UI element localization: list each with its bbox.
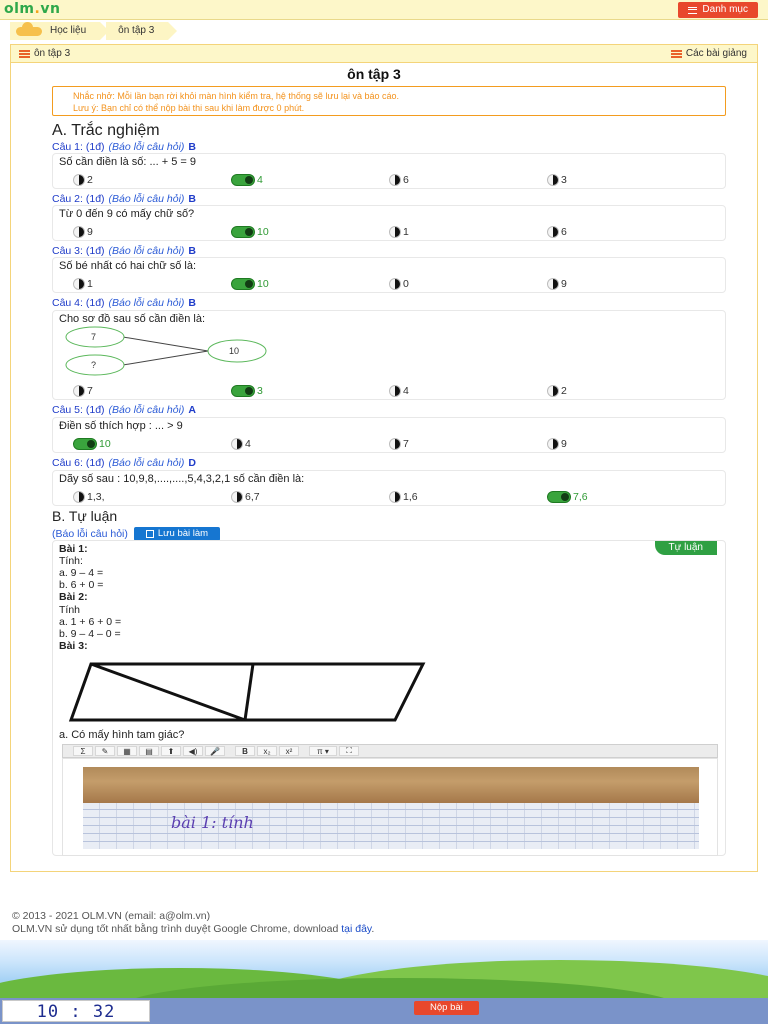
question-label: Câu 2: (1đ): [52, 193, 105, 205]
lessons-link-label: Các bài giảng: [685, 48, 747, 59]
option-label: 1: [403, 226, 409, 238]
question-box-4: [52, 310, 726, 400]
upload-icon[interactable]: ⬆: [161, 746, 181, 756]
radio-icon: [231, 438, 243, 450]
superscript-icon[interactable]: x²: [279, 746, 299, 756]
essay-question-a: a. Có mấy hình tam giác?: [59, 729, 185, 741]
panel-header: [11, 45, 757, 63]
report-error-link[interactable]: (Báo lỗi câu hỏi): [52, 528, 128, 540]
footer: [12, 910, 374, 936]
question-box-3: [52, 257, 726, 293]
answer-key: B: [188, 245, 196, 257]
option[interactable]: [547, 278, 567, 290]
option[interactable]: [547, 174, 567, 186]
option[interactable]: [231, 438, 251, 450]
answer-key: B: [188, 297, 196, 309]
option-selected[interactable]: [547, 491, 588, 503]
list-icon: [671, 50, 682, 58]
option[interactable]: [389, 491, 418, 503]
radio-icon: [389, 491, 401, 503]
option-label: 1,6: [403, 491, 418, 503]
sum-icon[interactable]: Σ: [73, 746, 93, 756]
option[interactable]: [389, 174, 409, 186]
option-label: 9: [561, 278, 567, 290]
question-label: Câu 1: (1đ): [52, 141, 105, 153]
option-label: 7: [87, 385, 93, 397]
audio-icon[interactable]: ◀): [183, 746, 203, 756]
radio-icon: [547, 438, 559, 450]
option-selected[interactable]: [231, 174, 263, 186]
radio-icon: [231, 491, 243, 503]
report-error-link[interactable]: (Báo lỗi câu hỏi): [108, 297, 185, 309]
browser-note-text: OLM.VN sử dụng tốt nhất bằng trình duyệt Google Chrome, download: [12, 923, 342, 935]
radio-icon: [547, 174, 559, 186]
handwriting-photo: [83, 767, 699, 849]
radio-icon: [389, 226, 401, 238]
save-icon: [146, 530, 154, 538]
pi-dropdown-icon[interactable]: π ▾: [309, 746, 337, 756]
notice-line: Nhắc nhở: Mỗi lần bạn rời khỏi màn hình kiểm tra, hệ thống sẽ lưu lại và báo cáo.: [73, 91, 400, 101]
question-label: Câu 4: (1đ): [52, 297, 105, 309]
breadcrumb-label: ôn tập 3: [118, 25, 155, 36]
question-header-6: [52, 457, 196, 469]
option-label: 7,6: [573, 491, 588, 503]
landscape-banner: [0, 940, 768, 998]
option-label: 4: [257, 174, 263, 186]
question-text: Dãy số sau : 10,9,8,....,....,5,4,3,2,1 số cần điền là:: [59, 473, 305, 485]
triangle-figure: [67, 661, 427, 723]
essay-line: Bài 2:: [59, 591, 88, 603]
radio-selected-icon: [231, 226, 255, 238]
diagram-node-top-label: 7: [91, 332, 97, 342]
option-selected[interactable]: [231, 278, 269, 290]
option-label: 9: [561, 438, 567, 450]
subscript-icon[interactable]: x₂: [257, 746, 277, 756]
lessons-link[interactable]: [671, 48, 747, 59]
option[interactable]: [73, 278, 93, 290]
question-box-6: [52, 470, 726, 506]
list-icon: [19, 50, 30, 58]
section-b-heading: B. Tự luận: [52, 508, 118, 524]
breadcrumb-item-hoc-lieu[interactable]: [10, 22, 100, 40]
editor-toolbar: [62, 744, 718, 758]
option[interactable]: [389, 438, 409, 450]
question-header-1: [52, 141, 196, 153]
essay-line: a. 9 – 4 =: [59, 567, 104, 579]
radio-icon: [389, 278, 401, 290]
answer-editor[interactable]: [62, 758, 718, 856]
essay-line: Tính: [59, 604, 81, 616]
diagram-edge: [123, 337, 208, 351]
radio-icon: [547, 226, 559, 238]
radio-icon: [389, 385, 401, 397]
option-label: 0: [403, 278, 409, 290]
report-error-link[interactable]: (Báo lỗi câu hỏi): [108, 193, 185, 205]
answer-key: B: [188, 193, 196, 205]
essay-line: Bài 3:: [59, 640, 88, 652]
radio-icon: [73, 174, 85, 186]
report-error-link[interactable]: (Báo lỗi câu hỏi): [108, 141, 185, 153]
draw-icon[interactable]: ✎: [95, 746, 115, 756]
option[interactable]: [547, 438, 567, 450]
option-label: 2: [87, 174, 93, 186]
diagram-edge: [123, 351, 208, 365]
question-header-2: [52, 193, 196, 205]
question-box-1: [52, 153, 726, 189]
countdown-timer: 10 : 32: [2, 1000, 150, 1022]
option-label: 10: [257, 226, 269, 238]
copyright: © 2013 - 2021 OLM.VN (email: a@olm.vn): [12, 910, 211, 922]
essay-line: b. 6 + 0 =: [59, 579, 104, 591]
cloud-home-icon: [16, 27, 42, 36]
handwriting-text: bài 1: tính: [171, 813, 254, 832]
radio-selected-icon: [73, 438, 97, 450]
save-work-button[interactable]: [134, 527, 220, 541]
browser-note-suffix: .: [371, 923, 375, 935]
essay-line: a. 1 + 6 + 0 =: [59, 616, 122, 628]
bottom-bar: [0, 998, 768, 1024]
option-label: 1: [87, 278, 93, 290]
answer-key: B: [188, 141, 196, 153]
hamburger-icon: [688, 7, 697, 14]
option-label: 7: [403, 438, 409, 450]
option[interactable]: [73, 226, 93, 238]
option[interactable]: [73, 385, 93, 397]
option-label: 10: [257, 278, 269, 290]
essay-line: Bài 1:: [59, 543, 88, 555]
breadcrumb-item-on-tap[interactable]: [106, 22, 168, 40]
option[interactable]: [389, 385, 409, 397]
submit-button[interactable]: Nộp bài: [414, 1001, 479, 1015]
diagram-node-right-label: 10: [229, 346, 240, 356]
photo-wood-background: [83, 767, 699, 803]
essay-line: b. 9 – 4 – 0 =: [59, 628, 121, 640]
section-a-heading: A. Trắc nghiệm: [52, 122, 160, 139]
option-label: 10: [99, 438, 111, 450]
question-box-5: [52, 417, 726, 453]
question-text: Số cần điền là số: ... + 5 = 9: [59, 156, 196, 168]
answer-key: A: [188, 404, 196, 416]
logo-dot: .: [34, 1, 41, 17]
option-label: 6: [561, 226, 567, 238]
question-text: Từ 0 đến 9 có mấy chữ số?: [59, 208, 195, 220]
question-label: Câu 6: (1đ): [52, 457, 105, 469]
report-error-link[interactable]: (Báo lỗi câu hỏi): [108, 245, 185, 257]
question-text: Cho sơ đồ sau số cần điền là:: [59, 313, 206, 325]
option-label: 6: [403, 174, 409, 186]
panel-header-title[interactable]: [19, 48, 70, 59]
option[interactable]: [231, 491, 260, 503]
question-text: Điền số thích hợp : ... > 9: [59, 420, 183, 432]
radio-selected-icon: [547, 491, 571, 503]
option-label: 3: [561, 174, 567, 186]
notice-box: [52, 86, 726, 116]
option[interactable]: [547, 385, 567, 397]
option-label: 9: [87, 226, 93, 238]
figure-diagonal: [91, 664, 245, 720]
number-diagram: [65, 325, 271, 379]
panel-header-label: ôn tập 3: [34, 48, 71, 59]
option-label: 4: [245, 438, 251, 450]
question-box-2: [52, 205, 726, 241]
radio-selected-icon: [231, 278, 255, 290]
report-error-link[interactable]: (Báo lỗi câu hỏi): [108, 404, 185, 416]
image-icon[interactable]: ▤: [139, 746, 159, 756]
top-bar: [0, 0, 768, 20]
radio-icon: [73, 385, 85, 397]
notice-line: Lưu ý: Bạn chỉ có thể nộp bài thi sau khi làm được 0 phút.: [73, 103, 305, 113]
question-label: Câu 3: (1đ): [52, 245, 105, 257]
logo-tld: vn: [40, 1, 61, 17]
option-selected[interactable]: [73, 438, 111, 450]
radio-icon: [547, 385, 559, 397]
radio-icon: [389, 174, 401, 186]
essay-controls: [52, 527, 220, 541]
browser-note: [12, 923, 374, 936]
option-label: 2: [561, 385, 567, 397]
radio-icon: [547, 278, 559, 290]
option-label: 1,3,: [87, 491, 105, 503]
option[interactable]: [73, 174, 93, 186]
radio-icon: [73, 491, 85, 503]
save-work-label: Lưu bài làm: [157, 528, 209, 539]
essay-badge: Tự luận: [655, 541, 718, 555]
radio-selected-icon: [231, 174, 255, 186]
option[interactable]: [389, 278, 409, 290]
olm-logo[interactable]: [4, 1, 60, 17]
breadcrumb: [10, 22, 174, 40]
option[interactable]: [547, 226, 567, 238]
answer-key: D: [188, 457, 196, 469]
menu-button[interactable]: [678, 2, 758, 18]
page-title: ôn tập 3: [347, 66, 401, 82]
option-selected[interactable]: [231, 226, 269, 238]
option[interactable]: [73, 491, 105, 503]
logo-text: olm: [4, 1, 35, 17]
essay-line: Tính:: [59, 555, 83, 567]
table-icon[interactable]: ▦: [117, 746, 137, 756]
question-header-4: [52, 297, 196, 309]
option[interactable]: [389, 226, 409, 238]
radio-icon: [389, 438, 401, 450]
radio-icon: [73, 278, 85, 290]
question-header-3: [52, 245, 196, 257]
question-header-5: [52, 404, 196, 416]
diagram-node-bottom-label: ?: [91, 360, 97, 370]
menu-button-label: Danh mục: [702, 4, 748, 15]
download-link[interactable]: tại đây: [341, 923, 372, 935]
bold-icon[interactable]: B: [235, 746, 255, 756]
option-label: 3: [257, 385, 263, 397]
figure-divider: [245, 664, 253, 720]
microphone-icon[interactable]: 🎤: [205, 746, 225, 756]
option-label: 6,7: [245, 491, 260, 503]
question-label: Câu 5: (1đ): [52, 404, 105, 416]
fullscreen-icon[interactable]: ⛶: [339, 746, 359, 756]
option-selected[interactable]: [231, 385, 263, 397]
radio-icon: [73, 226, 85, 238]
option-label: 4: [403, 385, 409, 397]
question-text: Số bé nhất có hai chữ số là:: [59, 260, 197, 272]
radio-selected-icon: [231, 385, 255, 397]
breadcrumb-label: Học liệu: [50, 25, 87, 36]
report-error-link[interactable]: (Báo lỗi câu hỏi): [108, 457, 185, 469]
